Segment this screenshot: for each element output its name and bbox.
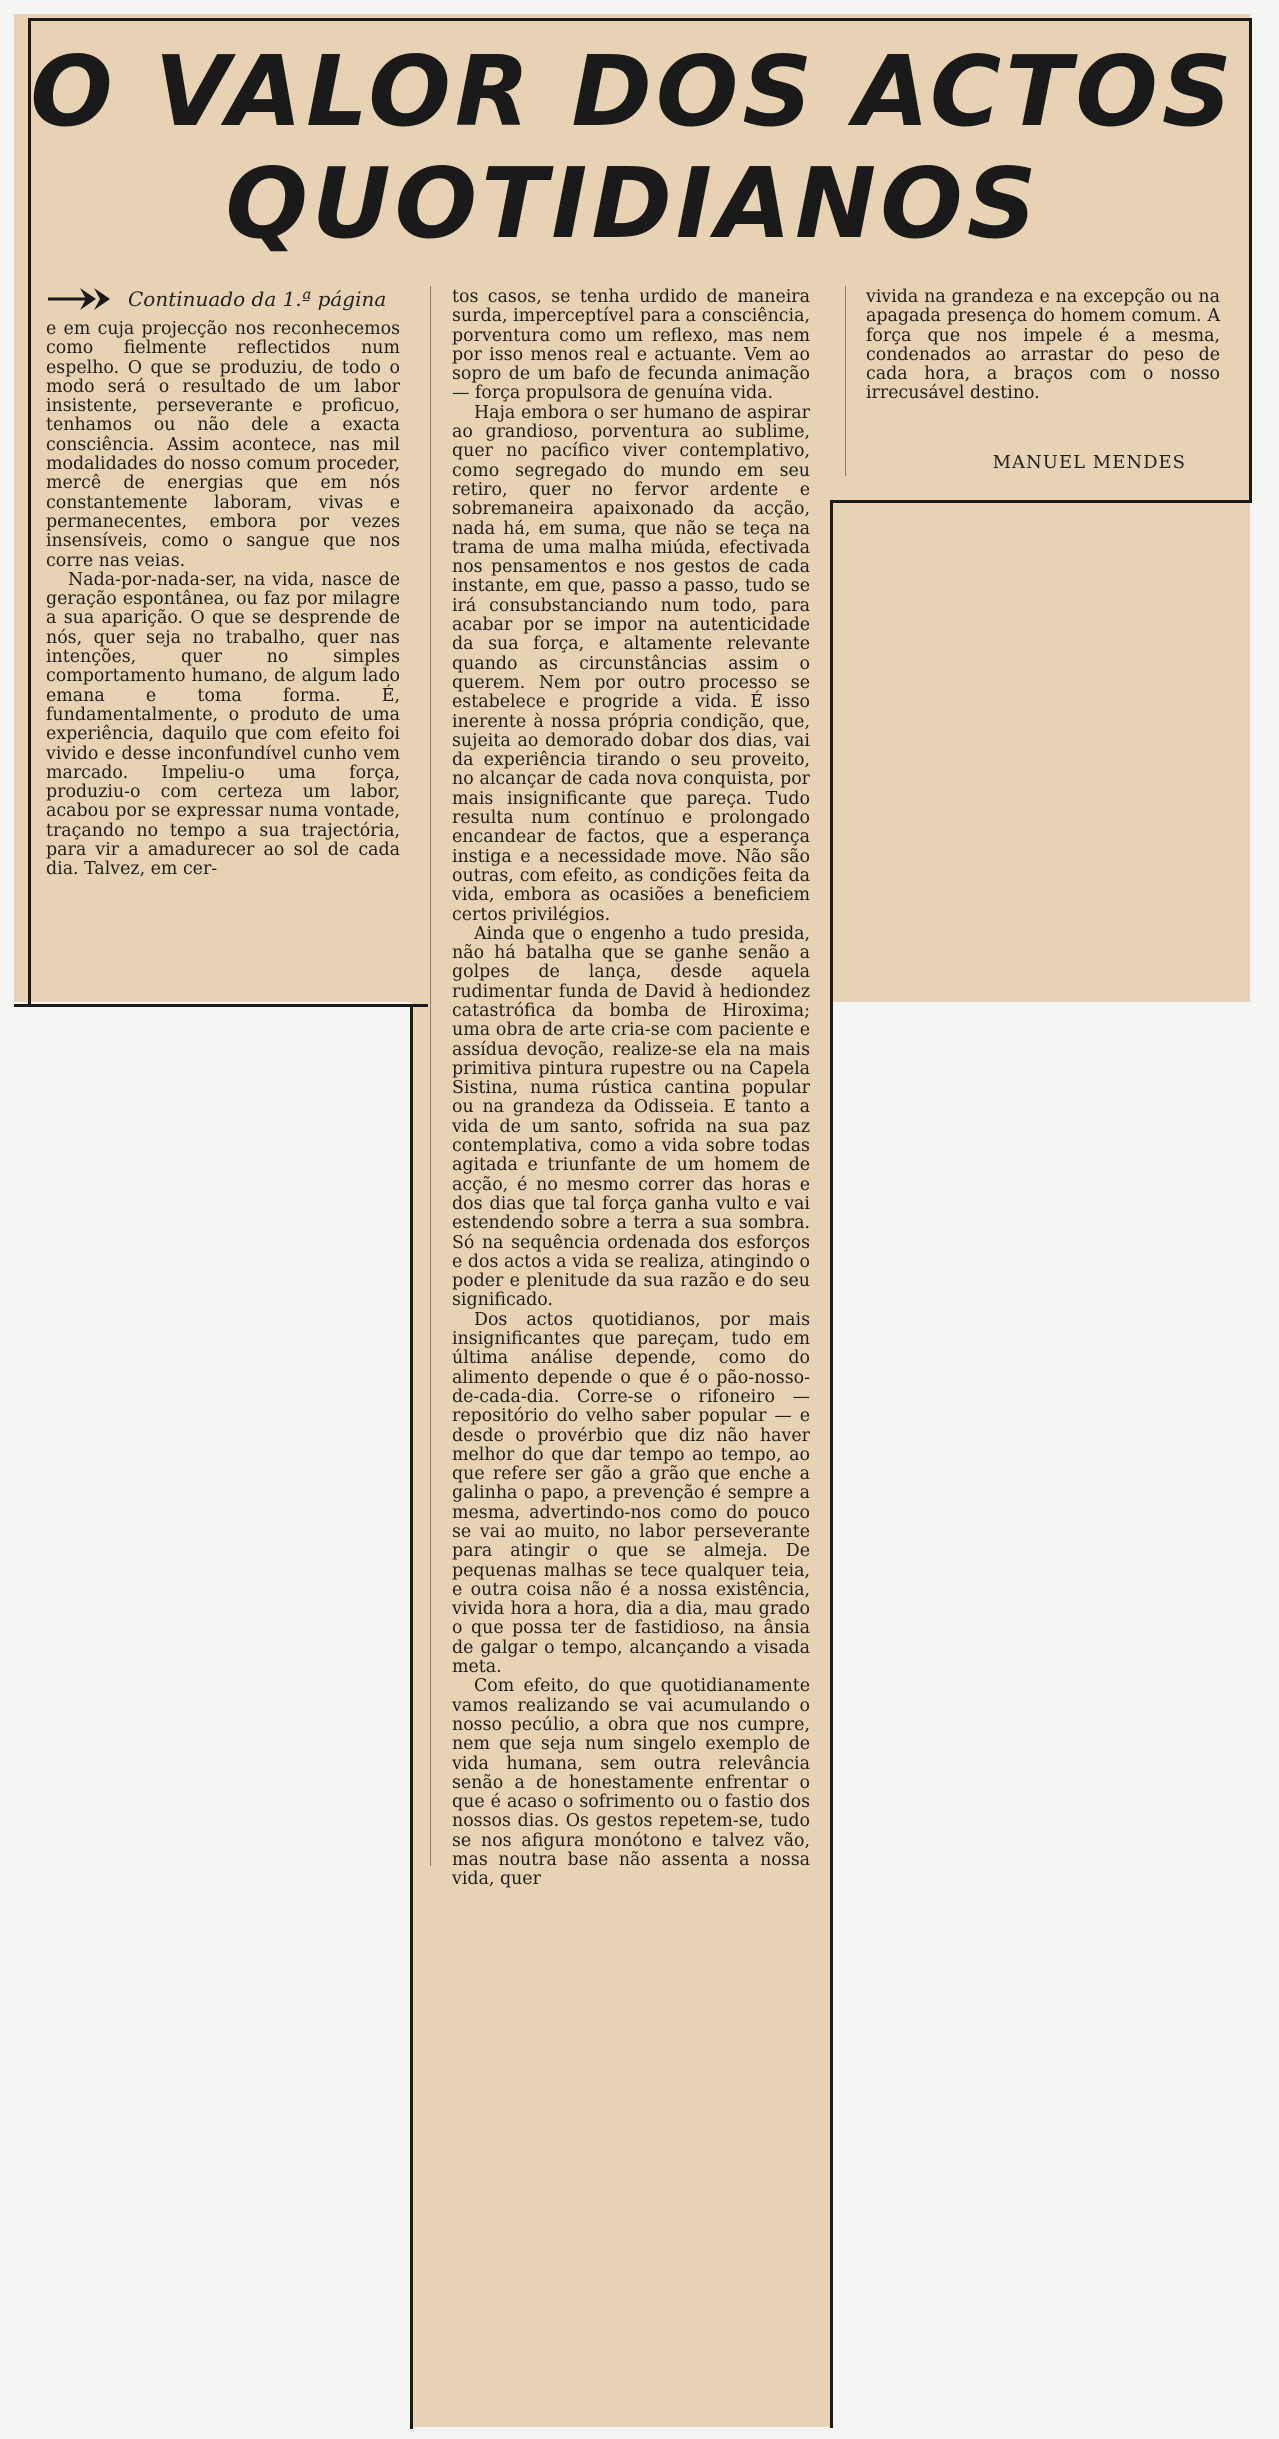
column-3 — [866, 288, 1220, 404]
column-rule-2 — [845, 286, 846, 476]
continued-label: Continuado da 1.ª página — [128, 287, 387, 311]
author-signature: MANUEL MENDES — [992, 452, 1186, 473]
headline — [28, 36, 1238, 260]
headline-line-1: O VALOR DOS ACTOS — [30, 35, 1236, 148]
double-arrow-right-icon — [46, 286, 114, 312]
continued-notice — [46, 285, 400, 313]
paragraph: Nada-por-nada-ser, na vida, nasce de geração espontânea, ou faz por milagre a sua aparição. O que se desprende de nós, quer seja no trabalho, quer nas intenções, quer no simples comportamento humano, de algum lado emana e toma forma. É, fundamentalmente, o produto de uma experiência, daquilo que com efeito foi vivido e desse inconfundível cunho vem marcado. Impeliu-o uma força, produziu-o com certeza um labor, acabou por se expressar numa vontade, traçando no tempo a sua trajectória, para vir a amadurecer ao sol de cada dia. Talvez, em cer- — [46, 569, 400, 880]
column-2 — [452, 288, 810, 1890]
paragraph: e em cuja projecção nos reconhecemos como fielmente reflectidos num espelho. O que se produziu, de todo o modo será o resultado de um labor insistente, perseverante e proficuo, tenhamos ou não dele a exacta consciência. Assim acontece, nas mil modalidades do nosso comum proceder, mercê de energias que em nós constantemente laboram, vivas e permanecentes, embora por vezes insensíveis, como o sangue que nos corre nas veias. — [46, 319, 400, 571]
border-middle-right — [830, 500, 833, 2428]
headline-line-2: QUOTIDIANOS — [225, 147, 1041, 260]
column-rule-1 — [430, 286, 431, 1866]
paragraph: Haja embora o ser humano de aspirar ao grandioso, porventura ao sublime, quer no pacífico viver contemplativo, como segregado do mundo em seu retiro, quer no fervor ardente e sobremaneira apaixonado da acção, nada há, em suma, que não se teça na trama de uma malha miúda, efectivada nos pensamentos e nos gestos de cada instante, em que, passo a passo, tudo se irá consubstanciando num todo, para acabar por se impor na autenticidade da sua força, e altamente relevante quando as circunstâncias assim o querem. Nem por outro processo se estabelece e progride a vida. É isso inerente à nossa própria condição, que, sujeita ao demorado dobar dos dias, vai da experiência tirando o seu proveito, no alcançar de cada nova conquista, por mais insignificante que pareça. Tudo resulta num contínuo e prolongado encandear de factos, que a esperança instiga e a necessidade move. Não são outras, com efeito, as condições feita da vida, embora as ocasiões a beneficiem certos privilégios. — [452, 402, 810, 925]
column-1 — [46, 320, 400, 880]
paragraph: Ainda que o engenho a tudo presida, não há batalha que se ganhe senão a golpes de lança, desde aquela rudimentar funda de David à hediondez catastrófica da bomba de Hiroxima; uma obra de arte cria-se com paciente e assídua devoção, realize-se ela na mais primitiva pintura rupestre ou na Capela Sistina, numa rústica cantina popular ou na grandeza da Odisseia. E tanto a vida de um santo, sofrida na sua paz contemplativa, como a vida sobre todas agitada e triunfante de um homem de acção, é no mesmo correr das horas e dos dias que tal força ganha vulto e vai estendendo sobre a terra a sua sombra. Só na sequência ordenada dos esforços e dos actos a vida se realiza, atingindo o poder e plenitude da sua razão e do seu significado. — [452, 923, 810, 1311]
border-step — [830, 500, 1252, 503]
paragraph: tos casos, se tenha urdido de maneira surda, imperceptível para a consciência, porventura como um reflexo, mas nem por isso menos real e actuante. Vem ao sopro de um bafo de fecunda animação — força propulsora de genuína vida. — [452, 287, 810, 404]
paragraph: Com efeito, do que quotidianamente vamos realizando se vai acumulando o nosso pecúlio, a obra que nos cumpre, nem que seja num singelo exemplo de vida humana, sem outra relevância senão a de honestamente enfrentar o que é acaso o sofrimento ou o fastio dos nossos dias. Os gestos repetem-se, tudo se nos afigura monótono e talvez vão, mas noutra base não assenta a nossa vida, quer — [452, 1676, 810, 1890]
border-right — [1249, 18, 1252, 502]
paragraph: Dos actos quotidianos, por mais insignificantes que pareçam, tudo em última análise depende, como do alimento depende o que é o pão-nosso-de-cada-dia. Corre-se o rifoneiro — repositório do velho saber popular — e desde o provérbio que diz não haver melhor do que dar tempo ao tempo, ao que refere ser gão a grão que enche a galinha o papo, a prevenção é sempre a mesma, advertindo-nos como do pouco se vai ao muito, no labor perseverante para atingir o que se almeja. De pequenas malhas se tece qualquer teia, e outra coisa não é a nossa existência, vivida hora a hora, dia a dia, mau grado o que possa ter de fastidioso, na ânsia de galgar o tempo, alcançando a visada meta. — [452, 1309, 810, 1678]
paragraph: vivida na grandeza e na excepção ou na apagada presença do homem comum. A força que nos impele é a mesma, condenados ao arrastar do peso de cada hora, a braços com o nosso irrecusável destino. — [866, 287, 1220, 404]
border-bottom-left — [14, 1004, 428, 1007]
border-middle-left — [410, 1004, 413, 2429]
border-top — [28, 18, 1252, 21]
